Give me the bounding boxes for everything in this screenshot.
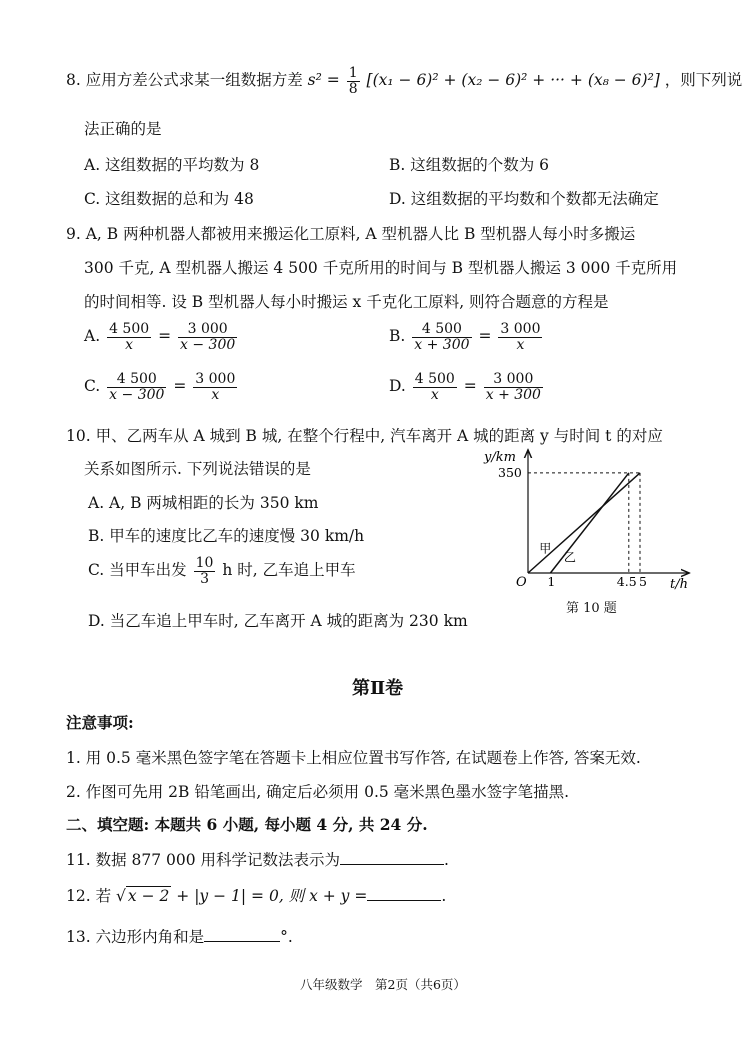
q9-option-c-left xyxy=(107,372,166,402)
x-tick-label-5: 5 xyxy=(639,574,647,589)
y-tick-label-350: 350 xyxy=(498,464,522,480)
q9-option-c-label: C. xyxy=(84,377,101,396)
figure-caption: 第 10 题 xyxy=(566,601,617,616)
series-group xyxy=(528,473,640,573)
q10-figure xyxy=(480,445,705,620)
q10-option-c xyxy=(88,556,356,586)
q10-stem-line1: 10. 甲、乙两车从 A 城到 B 城, 在整个行程中, 汽车离开 A 城的距离 y 与时间 t 的对应 xyxy=(66,427,663,445)
q9-option-b-left xyxy=(412,322,471,352)
q9-b-left-num: 4 500 xyxy=(412,322,471,338)
q9-option-b xyxy=(389,322,544,352)
q8-stem-suffix: ，则下列说 xyxy=(664,71,743,90)
q9-option-b-label: B. xyxy=(389,327,406,346)
q9-c-right-den: x xyxy=(211,386,220,403)
q9-option-c xyxy=(84,372,239,402)
q9-option-d-left xyxy=(413,372,457,402)
q9-option-a xyxy=(84,322,239,352)
q8-stem-line1 xyxy=(66,66,742,96)
notice-2: 2. 作图可先用 2B 铅笔画出, 确定后必须用 0.5 毫米黑色墨水签字笔描黑. xyxy=(66,783,570,801)
q9-d-right-num: 3 000 xyxy=(484,372,543,388)
q8-frac-denominator: 8 xyxy=(348,80,358,97)
q9-a-left-den: x xyxy=(125,336,134,353)
q9-b-left-den: x + 300 xyxy=(414,336,470,353)
q12-mid: + |y − 1| = 0, 则 x + y = xyxy=(176,887,368,905)
q10-c-frac-den: 3 xyxy=(200,570,209,587)
q9-a-equals: = xyxy=(158,327,172,346)
q13-answer-blank[interactable] xyxy=(204,927,280,942)
q11-end: . xyxy=(444,851,449,869)
q9-a-left-num: 4 500 xyxy=(109,321,150,337)
q8-formula-body: [(x₁ − 6)² + (x₂ − 6)² + ··· + (x₈ − 6)²] xyxy=(366,71,660,90)
q8-option-a: A. 这组数据的平均数为 8 xyxy=(84,156,260,174)
series-label-yi: 乙 xyxy=(563,550,576,565)
q9-b-equals: = xyxy=(478,327,492,346)
q10-option-b: B. 甲车的速度比乙车的速度慢 30 km/h xyxy=(88,527,365,545)
q8-formula-lhs: s² = xyxy=(307,71,340,90)
q9-b-right-den: x xyxy=(516,336,525,353)
q8-stem-prefix: 8. 应用方差公式求某一组数据方差 xyxy=(66,71,303,90)
origin-label: O xyxy=(516,575,527,590)
q9-b-right-num: 3 000 xyxy=(500,321,541,337)
page-footer: 八年级数学 第2页（共6页） xyxy=(300,977,466,992)
series-label-jia: 甲 xyxy=(539,541,552,556)
notice-title: 注意事项: xyxy=(66,713,134,732)
q9-a-right-den: x − 300 xyxy=(180,336,236,353)
q9-d-left-den: x xyxy=(430,386,439,403)
q9-option-c-right xyxy=(193,372,237,402)
section-heading: 二、填空题: 本题共 6 小题, 每小题 4 分, 共 24 分. xyxy=(66,815,428,834)
q9-option-d xyxy=(389,372,545,402)
q10-option-c-fraction xyxy=(194,556,216,586)
q12 xyxy=(66,884,446,906)
q12-answer-blank[interactable] xyxy=(367,886,441,901)
q13-end: °. xyxy=(280,928,293,946)
series-line-2 xyxy=(550,473,628,573)
q12-sqrt-radicand: x − 2 xyxy=(127,887,170,905)
q9-stem-line3: 的时间相等. 设 B 型机器人每小时搬运 x 千克化工原料, 则符合题意的方程是 xyxy=(84,293,609,311)
q9-option-d-right xyxy=(484,372,543,402)
q9-d-right-den: x + 300 xyxy=(485,386,541,403)
q8-stem-line2: 法正确的是 xyxy=(84,120,162,138)
x-axis-label: t/h xyxy=(670,577,688,592)
q10-option-c-post: h 时, 乙车追上甲车 xyxy=(222,561,356,580)
q10-option-d: D. 当乙车追上甲车时, 乙车离开 A 城的距离为 230 km xyxy=(88,612,468,630)
q9-stem-line2: 300 千克, A 型机器人搬运 4 500 千克所用的时间与 B 型机器人搬运 3 000 千克所用 xyxy=(84,259,678,277)
q12-pre: 12. 若 xyxy=(66,887,112,905)
q8-frac-numerator: 1 xyxy=(348,65,358,81)
q10-option-a: A. A, B 两城相距的长为 350 km xyxy=(88,494,319,512)
q9-a-right-num: 3 000 xyxy=(178,322,237,338)
q9-c-left-num: 4 500 xyxy=(107,372,166,388)
q9-option-a-label: A. xyxy=(84,327,101,346)
q11 xyxy=(66,848,449,870)
q9-option-a-left xyxy=(107,322,151,352)
q10-stem-line2: 关系如图所示. 下列说法错误的是 xyxy=(84,460,311,478)
q10-c-frac-num: 10 xyxy=(195,555,214,571)
q9-stem-line1: 9. A, B 两种机器人都被用来搬运化工原料, A 型机器人比 B 型机器人每小时多搬运 xyxy=(66,225,636,243)
q11-text: 11. 数据 877 000 用科学记数法表示为 xyxy=(66,851,341,869)
q9-c-left-den: x − 300 xyxy=(109,386,165,403)
q13 xyxy=(66,925,293,947)
q12-end: . xyxy=(441,887,447,905)
y-axis-label: y/km xyxy=(484,450,516,465)
q12-sqrt: √ x − 2 xyxy=(116,887,170,905)
q8-option-d: D. 这组数据的平均数和个数都无法确定 xyxy=(389,190,659,208)
q9-c-right-num: 3 000 xyxy=(195,371,236,387)
q10-option-c-pre: C. 当甲车出发 xyxy=(88,561,187,580)
notice-1: 1. 用 0.5 毫米黑色签字笔在答题卡上相应位置书写作答, 在试题卷上作答, 答案无效. xyxy=(66,749,641,767)
q9-option-a-right xyxy=(178,322,237,352)
x-tick-label-1: 1 xyxy=(547,574,556,589)
q9-d-equals: = xyxy=(463,377,477,396)
q8-option-c: C. 这组数据的总和为 48 xyxy=(84,190,254,208)
series-line-1 xyxy=(528,473,640,573)
q8-option-b: B. 这组数据的个数为 6 xyxy=(389,156,550,174)
q9-c-equals: = xyxy=(173,377,187,396)
q11-answer-blank[interactable] xyxy=(340,850,444,865)
q9-option-b-right xyxy=(498,322,542,352)
q8-formula-fraction xyxy=(347,66,360,96)
x-tick-label-4-5: 4.5 xyxy=(616,574,637,589)
q9-d-left-num: 4 500 xyxy=(414,371,455,387)
part2-title: 第Ⅱ卷 xyxy=(352,678,404,699)
q13-text: 13. 六边形内角和是 xyxy=(66,928,205,946)
q9-option-d-label: D. xyxy=(389,377,406,396)
